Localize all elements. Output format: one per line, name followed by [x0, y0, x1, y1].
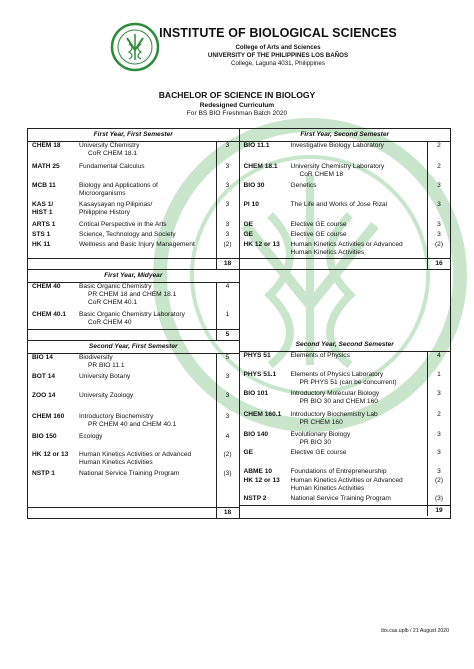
course-code: KAS 1/ — [32, 201, 54, 208]
course-code: BIO 11.1 — [243, 142, 270, 149]
semester-total-row — [28, 258, 239, 270]
year1-sem2-courses — [240, 142, 451, 258]
course-row — [28, 433, 239, 451]
course-row — [28, 392, 239, 413]
course-units: 1 — [427, 371, 450, 390]
course-title: Evolutionary Biology — [290, 431, 351, 438]
course-code: NSTP 2 — [243, 495, 267, 502]
course-row — [240, 477, 451, 495]
course-units: 3 — [216, 413, 239, 433]
course-row — [28, 373, 239, 392]
course-row — [240, 449, 451, 468]
course-row — [240, 241, 451, 258]
course-row — [28, 311, 239, 329]
course-title-cont: Human Kinetics Activities — [79, 459, 153, 466]
course-row — [240, 495, 451, 505]
course-row — [240, 182, 451, 201]
course-prerequisite: PR BIO 11.1 — [88, 362, 125, 369]
course-title: Fundamental Calculus — [79, 163, 145, 170]
semester-total-units: 18 — [216, 259, 239, 269]
course-title: Human Kinetics Activities or Advanced — [79, 451, 192, 458]
course-title: National Service Training Program — [290, 495, 391, 502]
year1-sem1-courses — [28, 142, 239, 258]
course-title: Science, Technology and Society — [79, 231, 176, 238]
course-units: 2 — [427, 163, 450, 182]
course-prerequisite: CoR CHEM 40.1 — [88, 299, 138, 306]
year2-sem1-courses — [28, 354, 239, 507]
course-title: Introductory Biochemistry Lab — [290, 411, 378, 418]
semester-header: First Year, Midyear — [28, 270, 239, 283]
course-title: Human Kinetics Activities or Advanced — [290, 477, 403, 484]
course-units: 5 — [216, 354, 239, 373]
course-code: BIO 140 — [243, 431, 269, 438]
course-title: Kasaysayan ng Pilipinas/ — [79, 201, 153, 208]
program-title: BACHELOR OF SCIENCE IN BIOLOGY — [158, 90, 316, 100]
course-code: BIO 101 — [243, 390, 269, 397]
semester-total-units: 19 — [427, 506, 450, 516]
course-units: 4 — [216, 433, 239, 451]
course-units: 2 — [427, 142, 450, 163]
course-units: (2) — [216, 451, 239, 470]
course-prerequisite: PR BIO 30 — [299, 439, 332, 446]
university-name: UNIVERSITY OF THE PHILIPPINES LOS BAÑOS — [207, 52, 349, 59]
course-row — [240, 352, 451, 371]
course-title: Biodiversity — [79, 354, 113, 361]
semester-header: First Year, First Semester — [28, 129, 239, 142]
course-title: Human Kinetics Activities or Advanced — [290, 241, 403, 248]
course-prerequisite: PR CHEM 18 and CHEM 18.1 — [88, 291, 177, 298]
course-title: Basic Organic Chemistry — [79, 283, 152, 290]
year1-midyear-courses — [28, 283, 239, 329]
course-title-cont: Human Kinetics Activities — [290, 249, 365, 256]
course-code: HK 12 or 13 — [243, 241, 280, 248]
course-code: CHEM 160.1 — [243, 411, 282, 418]
course-code: NSTP 1 — [32, 470, 55, 477]
course-units: 3 — [427, 449, 450, 468]
course-prerequisite: CoR CHEM 18.1 — [88, 150, 138, 157]
course-title: Elective GE course — [290, 231, 347, 238]
course-prerequisite: PR BIO 30 and CHEM 160 — [299, 398, 378, 405]
course-title: Elements of Physics Laboratory — [290, 371, 384, 378]
college-name: College of Arts and Sciences — [235, 44, 321, 51]
course-row — [240, 163, 451, 182]
semester-total-units: 5 — [216, 330, 239, 340]
curriculum-subtitle: Redesigned Curriculum — [199, 102, 275, 109]
course-title: Investigative Biology Laboratory — [290, 142, 384, 149]
course-code: HK 11 — [32, 241, 51, 248]
course-row — [28, 354, 239, 373]
course-code: STS 1 — [32, 231, 51, 238]
course-row — [240, 371, 451, 390]
course-title: University Chemistry Laboratory — [290, 163, 385, 170]
course-title: Critical Perspective in the Arts — [79, 221, 167, 228]
course-title-cont: Microorganisms — [79, 190, 126, 197]
course-code: ABME 10 — [243, 468, 273, 475]
course-units: 3 — [427, 431, 450, 449]
course-row — [240, 390, 451, 411]
footer-reference: ibs.cas.uplb / 21 August 2020 — [381, 628, 449, 634]
course-title: Elements of Physics — [290, 352, 350, 359]
course-units: (2) — [216, 241, 239, 258]
course-code: MCB 11 — [32, 182, 56, 189]
course-prerequisite: CoR CHEM 40 — [88, 319, 132, 326]
course-code: CHEM 40.1 — [32, 311, 67, 318]
course-title: Introductory Biochemistry — [79, 413, 154, 420]
course-units: 3 — [216, 142, 239, 163]
course-title: Genetics — [290, 182, 317, 189]
course-title: Elective GE course — [290, 449, 347, 456]
curriculum-table — [27, 128, 451, 519]
course-units: 4 — [427, 352, 450, 371]
course-title-cont: Philippine History — [79, 209, 130, 216]
batch-label: For BS BIO Freshman Batch 2020 — [186, 110, 288, 117]
course-code: CHEM 40 — [32, 283, 61, 290]
course-code: HK 12 or 13 — [243, 477, 280, 484]
course-code: CHEM 18.1 — [243, 163, 278, 170]
course-code: BOT 14 — [32, 373, 56, 380]
course-units: 3 — [427, 468, 450, 477]
course-units: 3 — [216, 182, 239, 201]
course-code: HK 12 or 13 — [32, 451, 69, 458]
course-units: 3 — [427, 390, 450, 411]
ibs-seal-logo — [110, 22, 160, 72]
course-units: 3 — [216, 231, 239, 241]
course-units: 1 — [216, 311, 239, 329]
course-title: National Service Training Program — [79, 470, 180, 477]
course-code: PHYS 51.1 — [243, 371, 277, 378]
course-code: MATH 25 — [32, 163, 60, 170]
semester-total-units: 18 — [216, 508, 239, 518]
course-units: (3) — [427, 495, 450, 505]
course-code: ARTS 1 — [32, 221, 56, 228]
course-prerequisite: PR PHYS 51 (can be concurrent) — [299, 379, 397, 386]
course-units: (3) — [216, 470, 239, 507]
course-row — [240, 201, 451, 221]
address: College, Laguna 4031, Philippines — [231, 60, 325, 67]
course-row — [240, 468, 451, 477]
course-code: ZOO 14 — [32, 392, 56, 399]
course-units: 3 — [216, 373, 239, 392]
course-code: GE — [243, 221, 254, 228]
course-code: BIO 150 — [32, 433, 57, 440]
course-units: 3 — [427, 182, 450, 201]
right-column — [239, 129, 451, 518]
course-code: PHYS 51 — [243, 352, 271, 359]
course-code: GE — [243, 231, 254, 238]
course-code: GE — [243, 449, 254, 456]
course-code: CHEM 160 — [32, 413, 65, 420]
course-row — [28, 142, 239, 163]
course-prerequisite: PR CHEM 40 and CHEM 40.1 — [88, 421, 177, 428]
course-row — [28, 470, 239, 507]
course-row — [240, 142, 451, 163]
course-row — [28, 221, 239, 231]
course-code: CHEM 18 — [32, 142, 61, 149]
course-row — [28, 163, 239, 182]
course-title: The Life and Works of Jose Rizal — [290, 201, 388, 208]
semester-header: Second Year, First Semester — [28, 341, 239, 354]
course-row — [28, 283, 239, 311]
year2-sem2-courses — [240, 352, 451, 505]
course-row — [240, 411, 451, 431]
course-units: 3 — [427, 221, 450, 231]
course-title: Wellness and Basic Injury Management — [79, 241, 195, 248]
course-units: 3 — [427, 201, 450, 221]
course-row — [240, 221, 451, 231]
course-title: Elective GE course — [290, 221, 347, 228]
semester-total-row — [28, 329, 239, 341]
course-title-cont: Human Kinetics Activities — [290, 485, 365, 492]
document-titles — [0, 90, 474, 117]
course-units: 3 — [216, 163, 239, 182]
left-column — [28, 129, 239, 518]
course-row — [240, 231, 451, 241]
course-title: Foundations of Entrepreneurship — [290, 468, 387, 475]
course-units: (2) — [427, 477, 450, 495]
course-title: Biology and Applications of — [79, 182, 158, 189]
course-title: University Zoology — [79, 392, 134, 399]
course-title: University Botany — [79, 373, 131, 380]
course-code: BIO 30 — [243, 182, 265, 189]
course-units: (2) — [427, 241, 450, 258]
course-units: 3 — [216, 392, 239, 413]
course-code: PI 10 — [243, 201, 259, 208]
course-row — [28, 413, 239, 433]
letterhead — [0, 22, 474, 92]
institute-name: INSTITUTE OF BIOLOGICAL SCIENCES — [159, 26, 397, 40]
course-units: 3 — [216, 221, 239, 231]
course-prerequisite: CoR CHEM 18 — [299, 171, 344, 178]
course-row — [28, 182, 239, 201]
course-title: Introductory Molecular Biology — [290, 390, 380, 397]
course-units: 3 — [427, 231, 450, 241]
semester-header: Second Year, Second Semester — [240, 339, 451, 352]
course-units: 3 — [216, 201, 239, 221]
semester-total-row — [240, 505, 451, 516]
course-title: Basic Organic Chemistry Laboratory — [79, 311, 185, 318]
course-units: 2 — [427, 411, 450, 431]
course-code: BIO 14 — [32, 354, 53, 361]
course-title: Ecology — [79, 433, 103, 440]
course-row — [28, 201, 239, 221]
semester-total-row — [240, 258, 451, 270]
course-code-alt: HIST 1 — [32, 209, 53, 216]
midyear-blank-area — [240, 270, 451, 339]
course-row — [28, 451, 239, 470]
semester-total-row — [28, 507, 239, 518]
course-row — [28, 241, 239, 258]
course-units: 4 — [216, 283, 239, 311]
semester-total-units: 16 — [427, 259, 450, 269]
course-row — [240, 431, 451, 449]
course-row — [28, 231, 239, 241]
course-title: University Chemistry — [79, 142, 140, 149]
course-prerequisite: PR CHEM 160 — [299, 419, 343, 426]
semester-header: First Year, Second Semester — [240, 129, 451, 142]
